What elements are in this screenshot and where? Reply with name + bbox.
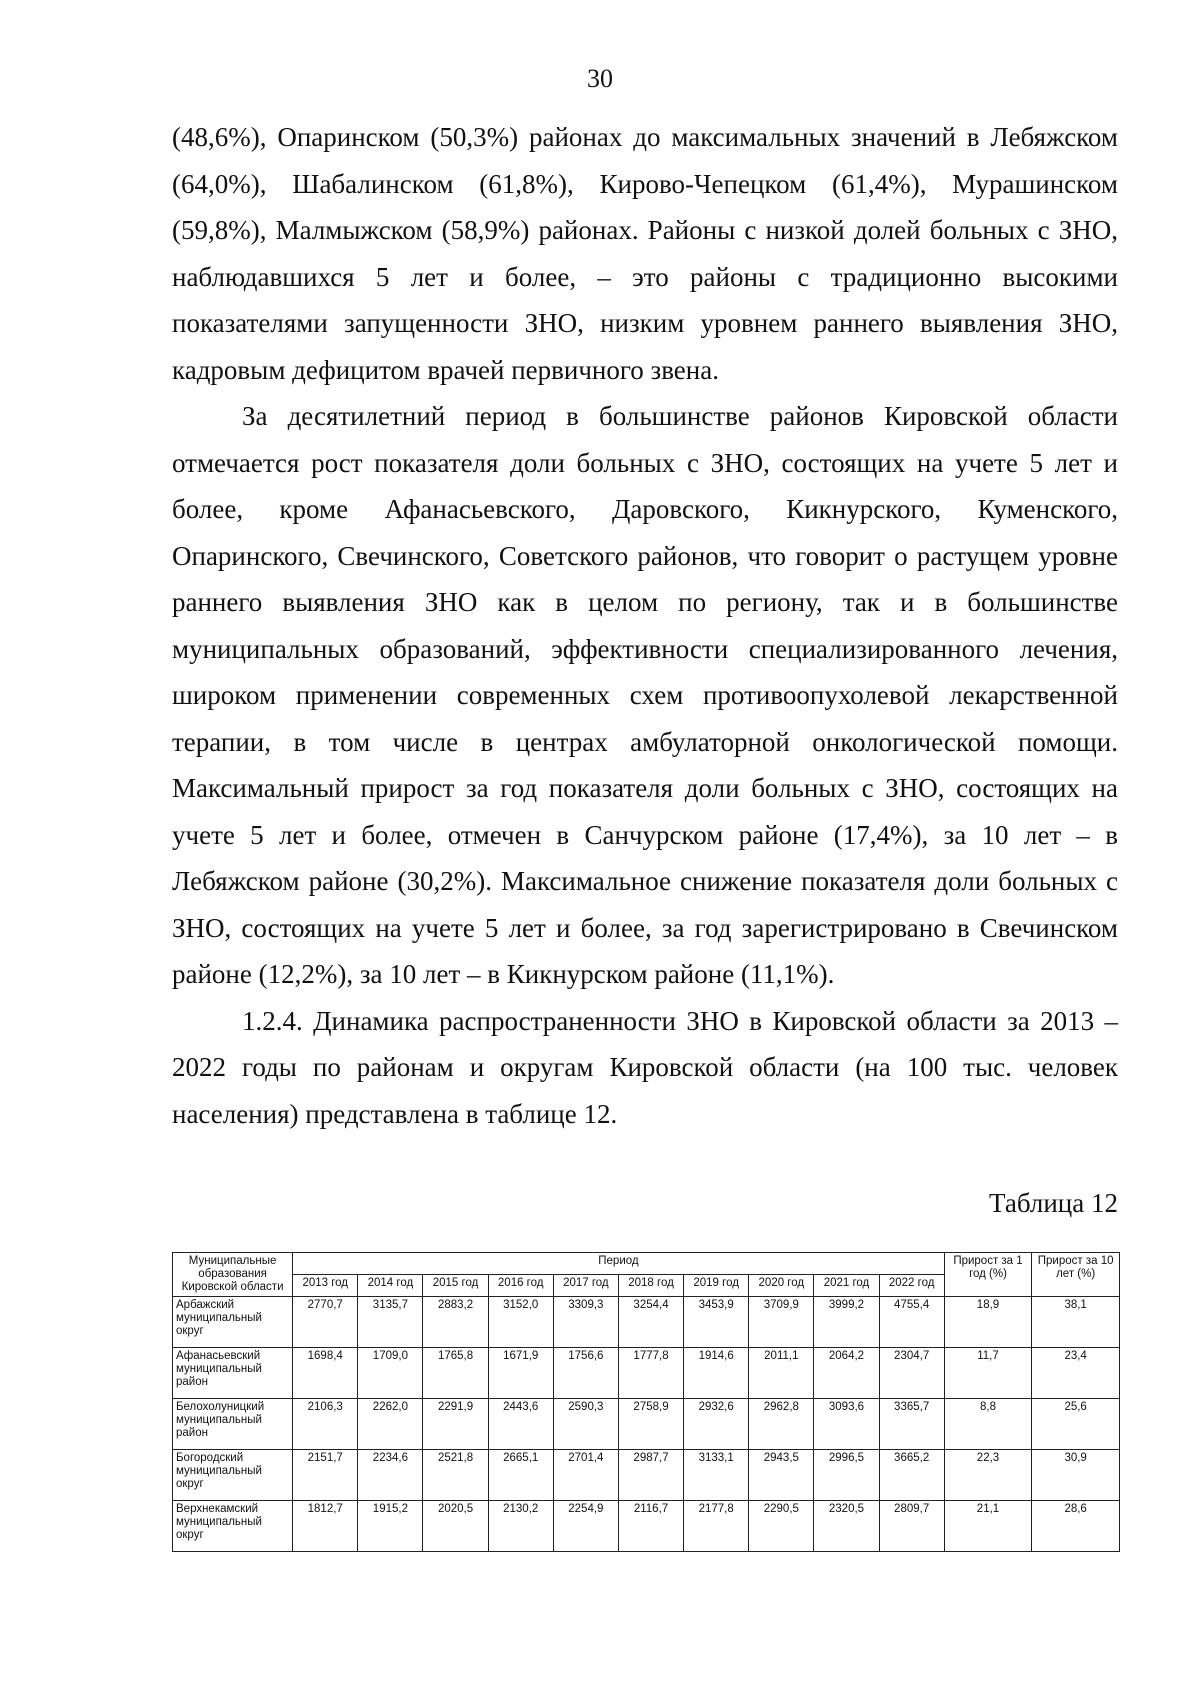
prevalence-value: 2665,1 xyxy=(488,1450,553,1501)
prevalence-value: 1698,4 xyxy=(293,1348,358,1399)
table-body xyxy=(173,1297,1120,1552)
prevalence-value: 2987,7 xyxy=(618,1450,683,1501)
prevalence-value: 2932,6 xyxy=(684,1399,749,1450)
prevalence-value: 1812,7 xyxy=(293,1501,358,1552)
prevalence-value: 2770,7 xyxy=(293,1297,358,1348)
prevalence-value: 3453,9 xyxy=(684,1297,749,1348)
growth-1y-value: 18,9 xyxy=(944,1297,1032,1348)
prevalence-value: 2758,9 xyxy=(618,1399,683,1450)
year-header: 2016 год xyxy=(488,1275,553,1297)
growth-1y-value: 22,3 xyxy=(944,1450,1032,1501)
prevalence-value: 2320,5 xyxy=(814,1501,879,1552)
prevalence-value: 1709,0 xyxy=(358,1348,423,1399)
prevalence-value: 2291,9 xyxy=(423,1399,488,1450)
table-row xyxy=(173,1450,1120,1501)
prevalence-value: 3365,7 xyxy=(879,1399,944,1450)
prevalence-value: 2883,2 xyxy=(423,1297,488,1348)
prevalence-table xyxy=(172,1252,1120,1552)
growth-10y-value: 23,4 xyxy=(1032,1348,1120,1399)
prevalence-value: 2234,6 xyxy=(358,1450,423,1501)
prevalence-value: 2590,3 xyxy=(553,1399,618,1450)
prevalence-value: 2177,8 xyxy=(684,1501,749,1552)
paragraph-continuation: (48,6%), Опаринском (50,3%) районах до максимальных значений в Лебяжском (64,0%), Шабалинском (61,8%), Кирово-Чепецком (61,4%), Мурашинском (59,8%), Малмыжском (58,9%) районах. Районы с низкой долей больных с ЗНО, наблюдавшихся 5 лет и более, – это районы с традиционно высокими показателями запущенности ЗНО, низким уровнем раннего выявления ЗНО, кадровым дефицитом врачей первичного звена. xyxy=(172,122,1118,385)
year-header: 2015 год xyxy=(423,1275,488,1297)
prevalence-value: 3135,7 xyxy=(358,1297,423,1348)
prevalence-value: 1777,8 xyxy=(618,1348,683,1399)
municipality-name: Арбажский муниципальный округ xyxy=(173,1297,293,1348)
prevalence-value: 1914,6 xyxy=(684,1348,749,1399)
table-caption: Таблица 12 xyxy=(989,1188,1118,1218)
growth-1y-value: 8,8 xyxy=(944,1399,1032,1450)
prevalence-value: 1756,6 xyxy=(553,1348,618,1399)
table-header-row xyxy=(173,1253,1120,1275)
growth-10y-value: 30,9 xyxy=(1032,1450,1120,1501)
paragraph-table-intro: 1.2.4. Динамика распространенности ЗНО в Кировской области за 2013 – 2022 годы по районам и округам Кировской области (на 100 тыс. человек населения) представлена в таблице 12. xyxy=(172,1005,1118,1129)
prevalence-value: 2011,1 xyxy=(749,1348,814,1399)
prevalence-value: 1671,9 xyxy=(488,1348,553,1399)
table-row xyxy=(173,1399,1120,1450)
municipality-name: Афанасьевский муниципальный район xyxy=(173,1348,293,1399)
table-row xyxy=(173,1297,1120,1348)
body-text xyxy=(172,114,1118,1137)
year-header: 2020 год xyxy=(749,1275,814,1297)
header-period: Период xyxy=(293,1253,945,1275)
prevalence-value: 2443,6 xyxy=(488,1399,553,1450)
prevalence-value: 2151,7 xyxy=(293,1450,358,1501)
prevalence-value: 2130,2 xyxy=(488,1501,553,1552)
year-header: 2019 год xyxy=(684,1275,749,1297)
year-header: 2013 год xyxy=(293,1275,358,1297)
growth-1y-value: 21,1 xyxy=(944,1501,1032,1552)
growth-10y-value: 25,6 xyxy=(1032,1399,1120,1450)
prevalence-value: 4755,4 xyxy=(879,1297,944,1348)
table-row xyxy=(173,1348,1120,1399)
prevalence-value: 3093,6 xyxy=(814,1399,879,1450)
header-municipal: Муниципальные образования Кировской области xyxy=(173,1253,293,1297)
municipality-name: Белохолуницкий муниципальный район xyxy=(173,1399,293,1450)
prevalence-value: 3254,4 xyxy=(618,1297,683,1348)
prevalence-value: 1915,2 xyxy=(358,1501,423,1552)
year-header: 2018 год xyxy=(618,1275,683,1297)
prevalence-value: 2106,3 xyxy=(293,1399,358,1450)
prevalence-value: 2962,8 xyxy=(749,1399,814,1450)
prevalence-value: 2304,7 xyxy=(879,1348,944,1399)
prevalence-value: 2064,2 xyxy=(814,1348,879,1399)
prevalence-value: 2020,5 xyxy=(423,1501,488,1552)
prevalence-value: 2996,5 xyxy=(814,1450,879,1501)
prevalence-value: 2809,7 xyxy=(879,1501,944,1552)
year-header: 2021 год xyxy=(814,1275,879,1297)
prevalence-value: 1765,8 xyxy=(423,1348,488,1399)
prevalence-value: 2290,5 xyxy=(749,1501,814,1552)
growth-10y-value: 28,6 xyxy=(1032,1501,1120,1552)
prevalence-value: 2116,7 xyxy=(618,1501,683,1552)
prevalence-value: 2521,8 xyxy=(423,1450,488,1501)
table-row xyxy=(173,1501,1120,1552)
growth-1y-value: 11,7 xyxy=(944,1348,1032,1399)
prevalence-value: 3152,0 xyxy=(488,1297,553,1348)
year-header: 2017 год xyxy=(553,1275,618,1297)
municipality-name: Богородский муниципальный округ xyxy=(173,1450,293,1501)
year-header: 2014 год xyxy=(358,1275,423,1297)
paragraph-decade-trend: За десятилетний период в большинстве районов Кировской области отмечается рост показателя доли больных с ЗНО, состоящих на учете 5 лет и более, кроме Афанасьевского, Даровского, Кикнурского, Куменского, Опаринского, Свечинского, Советского районов, что говорит о растущем уровне раннего выявления ЗНО как в целом по региону, так и в большинстве муниципальных образований, эффективности специализированного лечения, широком применении современных схем противоопухолевой лекарственной терапии, в том числе в центрах амбулаторной онкологической помощи. Максимальный прирост за год показателя доли больных с ЗНО, состоящих на учете 5 лет и более, отмечен в Санчурском районе (17,4%), за 10 лет – в Лебяжском районе (30,2%). Максимальное снижение показателя доли больных с ЗНО, состоящих на учете 5 лет и более, за год зарегистрировано в Свечинском районе (12,2%), за 10 лет – в Кикнурском районе (11,1%). xyxy=(172,401,1118,989)
year-header: 2022 год xyxy=(879,1275,944,1297)
prevalence-value: 2254,9 xyxy=(553,1501,618,1552)
prevalence-value: 3709,9 xyxy=(749,1297,814,1348)
prevalence-value: 2943,5 xyxy=(749,1450,814,1501)
prevalence-value: 3665,2 xyxy=(879,1450,944,1501)
growth-10y-value: 38,1 xyxy=(1032,1297,1120,1348)
prevalence-value: 3309,3 xyxy=(553,1297,618,1348)
municipality-name: Верхнекамский муниципальный округ xyxy=(173,1501,293,1552)
header-growth-1y: Прирост за 1 год (%) xyxy=(944,1253,1032,1297)
prevalence-value: 3133,1 xyxy=(684,1450,749,1501)
page-number: 30 xyxy=(587,64,613,93)
prevalence-value: 2262,0 xyxy=(358,1399,423,1450)
prevalence-value: 2701,4 xyxy=(553,1450,618,1501)
prevalence-value: 3999,2 xyxy=(814,1297,879,1348)
header-growth-10y: Прирост за 10 лет (%) xyxy=(1032,1253,1120,1297)
